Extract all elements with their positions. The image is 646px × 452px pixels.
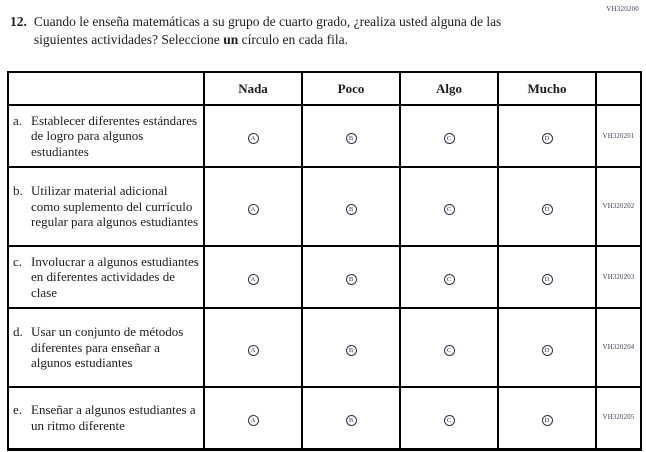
option-letter: D <box>544 135 550 142</box>
row-code: VH320205 <box>596 387 641 449</box>
row-code: VH320203 <box>596 246 641 308</box>
cell-algo <box>400 387 498 449</box>
column-header-algo: Algo <box>400 72 498 105</box>
cell-mucho <box>498 167 596 246</box>
option-bubble-a[interactable] <box>248 345 259 356</box>
option-bubble-c[interactable] <box>444 204 455 215</box>
row-letter: a. <box>13 112 23 128</box>
option-bubble-b[interactable] <box>346 133 357 144</box>
cell-nada <box>204 308 302 387</box>
option-letter: A <box>250 135 256 142</box>
option-bubble-b[interactable] <box>346 274 357 285</box>
cell-poco <box>302 308 400 387</box>
cell-mucho <box>498 387 596 449</box>
row-letter: d. <box>13 324 23 340</box>
cell-nada <box>204 167 302 246</box>
row-letter: c. <box>13 253 23 269</box>
row-code: VH320202 <box>596 167 641 246</box>
row-statement <box>8 308 204 387</box>
option-letter: A <box>250 276 256 283</box>
question-text-start: Cuando le enseña matemáticas a su grupo de cuarto grado, ¿realiza usted alguna de las siguientes actividades? Seleccione <box>33 14 502 47</box>
option-letter: C <box>446 276 452 283</box>
option-letter: C <box>446 135 452 142</box>
header-row <box>8 72 641 105</box>
option-letter: A <box>250 416 256 424</box>
option-letter: D <box>544 346 550 354</box>
row-statement <box>8 246 204 308</box>
option-bubble-d[interactable] <box>542 345 553 356</box>
option-letter: B <box>348 135 354 142</box>
row-code: VH320204 <box>596 308 641 387</box>
option-bubble-b[interactable] <box>346 345 357 356</box>
cell-mucho <box>498 105 596 167</box>
option-letter: B <box>348 346 354 354</box>
cell-nada <box>204 387 302 449</box>
question-block <box>10 13 539 48</box>
option-bubble-c[interactable] <box>444 133 455 144</box>
table-row-c <box>8 246 641 308</box>
table-row-b <box>8 167 641 246</box>
row-code: VH320201 <box>596 105 641 167</box>
option-bubble-c[interactable] <box>444 415 455 426</box>
cell-poco <box>302 246 400 308</box>
row-text: Involucrar a algunos estudiantes en diferentes actividades de clase <box>31 253 199 300</box>
option-bubble-a[interactable] <box>248 133 259 144</box>
question-text-end: círculo en cada fila. <box>238 31 349 47</box>
question-number: 12. <box>10 14 27 29</box>
option-bubble-b[interactable] <box>346 204 357 215</box>
header-empty-statement <box>8 72 204 105</box>
option-bubble-c[interactable] <box>444 345 455 356</box>
row-statement <box>8 105 204 167</box>
cell-poco <box>302 387 400 449</box>
cell-nada <box>204 246 302 308</box>
response-matrix-table <box>7 71 642 451</box>
option-letter: C <box>446 205 452 213</box>
cell-mucho <box>498 308 596 387</box>
table-row-d <box>8 308 641 387</box>
option-letter: D <box>544 416 550 424</box>
row-statement <box>8 167 204 246</box>
option-bubble-a[interactable] <box>248 204 259 215</box>
option-letter: A <box>250 205 256 213</box>
row-letter: b. <box>13 183 23 199</box>
cell-algo <box>400 308 498 387</box>
form-code: VH320200 <box>606 5 639 13</box>
cell-algo <box>400 246 498 308</box>
cell-poco <box>302 167 400 246</box>
question-bold-word: un <box>223 31 239 47</box>
option-letter: C <box>446 346 452 354</box>
cell-algo <box>400 105 498 167</box>
column-header-poco: Poco <box>302 72 400 105</box>
cell-nada <box>204 105 302 167</box>
option-bubble-d[interactable] <box>542 274 553 285</box>
option-letter: B <box>348 205 354 213</box>
table-row-e <box>8 387 641 449</box>
row-text: Enseñar a algunos estudiantes a un ritmo diferente <box>31 402 196 433</box>
header-empty-code <box>596 72 641 105</box>
option-bubble-a[interactable] <box>248 415 259 426</box>
option-bubble-d[interactable] <box>542 204 553 215</box>
option-bubble-a[interactable] <box>248 274 259 285</box>
cell-mucho <box>498 246 596 308</box>
row-statement <box>8 387 204 449</box>
option-bubble-b[interactable] <box>346 415 357 426</box>
table-row-a <box>8 105 641 167</box>
option-letter: A <box>250 346 256 354</box>
row-text: Usar un conjunto de métodos diferentes para enseñar a algunos estudiantes <box>31 324 184 371</box>
column-header-nada: Nada <box>204 72 302 105</box>
option-letter: D <box>544 276 550 283</box>
column-header-mucho: Mucho <box>498 72 596 105</box>
cell-poco <box>302 105 400 167</box>
option-bubble-c[interactable] <box>444 274 455 285</box>
option-letter: C <box>446 416 452 424</box>
option-bubble-d[interactable] <box>542 415 553 426</box>
option-bubble-d[interactable] <box>542 133 553 144</box>
row-text: Utilizar material adicional como suplemento del currículo regular para algunos estudiantes <box>31 183 199 230</box>
option-letter: B <box>348 276 354 283</box>
row-text: Establecer diferentes estándares de logro para algunos estudiantes <box>31 112 198 159</box>
row-letter: e. <box>13 402 23 418</box>
option-letter: D <box>544 205 550 213</box>
cell-algo <box>400 167 498 246</box>
question-text <box>34 13 539 48</box>
option-letter: B <box>348 416 354 424</box>
